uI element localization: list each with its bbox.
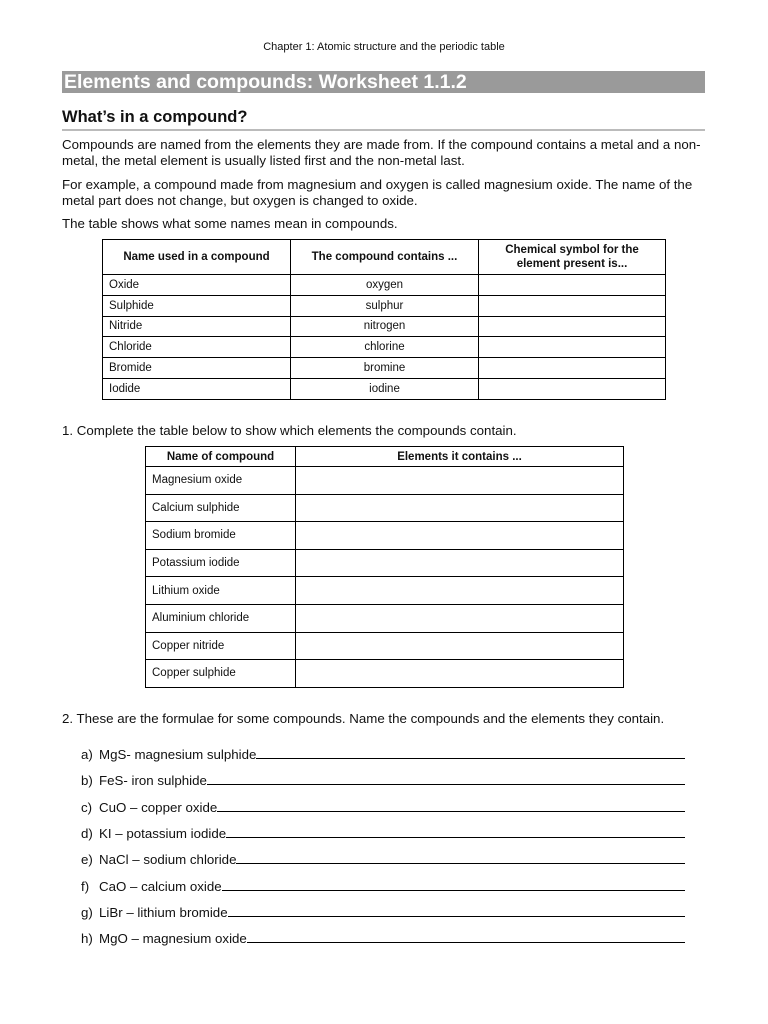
table-row — [103, 378, 666, 399]
column-header: Name used in a compound — [103, 240, 291, 275]
item-label: c) — [81, 800, 93, 815]
item-label: f) — [81, 879, 90, 894]
compound-name: Potassium iodide — [146, 549, 296, 577]
table-row — [103, 295, 666, 316]
item-text: MgS- magnesium sulphide — [99, 747, 257, 762]
column-header: Elements it contains ... — [296, 447, 624, 467]
compound-name: Aluminium chloride — [146, 604, 296, 632]
item-label: e) — [81, 852, 93, 867]
table-row — [103, 275, 666, 296]
compound-name: Magnesium oxide — [146, 467, 296, 495]
answer-cell[interactable] — [479, 295, 666, 316]
answer-cell[interactable] — [479, 378, 666, 399]
item-text: FeS- iron sulphide — [99, 773, 207, 788]
table-row — [146, 549, 624, 577]
name-meaning-table — [102, 239, 666, 400]
item-label: d) — [81, 826, 93, 841]
table-cell: sulphur — [291, 295, 479, 316]
answer-cell[interactable] — [479, 316, 666, 337]
answer-cell[interactable] — [479, 337, 666, 358]
table-header-row — [103, 240, 666, 275]
item-text: MgO – magnesium oxide — [99, 931, 247, 946]
chapter-header: Chapter 1: Atomic structure and the periodic table — [263, 41, 505, 53]
heading-divider — [62, 129, 705, 131]
table-row — [146, 467, 624, 495]
compound-name: Sodium bromide — [146, 522, 296, 550]
table-row — [146, 660, 624, 688]
answer-cell[interactable] — [479, 275, 666, 296]
question-2-item — [81, 772, 685, 788]
item-label: g) — [81, 905, 93, 920]
question-2-item — [81, 825, 685, 841]
table-row — [146, 577, 624, 605]
question-2-item — [81, 904, 685, 920]
question-2-item — [81, 851, 685, 867]
answer-line[interactable] — [222, 889, 685, 891]
item-label: a) — [81, 747, 93, 762]
table-row — [146, 632, 624, 660]
table-cell: Iodide — [103, 378, 291, 399]
table-row — [146, 494, 624, 522]
column-header: Chemical symbol for the element present is... — [479, 240, 666, 275]
answer-cell[interactable] — [296, 494, 624, 522]
table-header-row — [146, 447, 624, 467]
table-cell: iodine — [291, 378, 479, 399]
answer-line[interactable] — [226, 836, 685, 838]
compound-elements-table — [145, 446, 624, 688]
table-cell: nitrogen — [291, 316, 479, 337]
item-text: LiBr – lithium bromide — [99, 905, 228, 920]
compound-name: Copper sulphide — [146, 660, 296, 688]
question-2-item — [81, 930, 685, 946]
answer-line[interactable] — [217, 810, 685, 812]
table-row — [103, 316, 666, 337]
item-label: h) — [81, 931, 93, 946]
table-intro: The table shows what some names mean in compounds. — [62, 216, 398, 231]
question-2-item — [81, 878, 685, 894]
column-header: Name of compound — [146, 447, 296, 467]
intro-paragraph: Compounds are named from the elements they are made from. If the compound contains a metal and a non-metal, the metal element is usually listed first and the non-metal last. — [62, 137, 701, 168]
answer-cell[interactable] — [479, 358, 666, 379]
worksheet-title: Elements and compounds: Worksheet 1.1.2 — [64, 71, 467, 93]
question-1: 1. Complete the table below to show which elements the compounds contain. — [62, 423, 517, 438]
table-cell: Oxide — [103, 275, 291, 296]
compound-name: Copper nitride — [146, 632, 296, 660]
table-cell: Bromide — [103, 358, 291, 379]
item-text: CuO – copper oxide — [99, 800, 218, 815]
answer-cell[interactable] — [296, 549, 624, 577]
title-bar — [62, 71, 705, 93]
answer-cell[interactable] — [296, 660, 624, 688]
table-row — [146, 522, 624, 550]
item-text: NaCl – sodium chloride — [99, 852, 237, 867]
answer-line[interactable] — [228, 915, 685, 917]
question-2-item — [81, 746, 685, 762]
answer-cell[interactable] — [296, 632, 624, 660]
answer-cell[interactable] — [296, 604, 624, 632]
table-row — [103, 337, 666, 358]
table-cell: Nitride — [103, 316, 291, 337]
answer-line[interactable] — [247, 941, 685, 943]
compound-name: Calcium sulphide — [146, 494, 296, 522]
compound-name: Lithium oxide — [146, 577, 296, 605]
table-cell: oxygen — [291, 275, 479, 296]
table-row — [103, 358, 666, 379]
answer-cell[interactable] — [296, 577, 624, 605]
answer-line[interactable] — [207, 783, 685, 785]
table-row — [146, 604, 624, 632]
table-cell: Chloride — [103, 337, 291, 358]
item-text: CaO – calcium oxide — [99, 879, 222, 894]
section-heading: What’s in a compound? — [62, 108, 248, 126]
question-2: 2. These are the formulae for some compounds. Name the compounds and the elements they contain. — [62, 711, 665, 726]
example-paragraph: For example, a compound made from magnesium and oxygen is called magnesium oxide. The name of the metal part does not change, but oxygen is changed to oxide. — [62, 177, 693, 208]
table-cell: chlorine — [291, 337, 479, 358]
answer-cell[interactable] — [296, 467, 624, 495]
answer-line[interactable] — [256, 757, 685, 759]
item-text: KI – potassium iodide — [99, 826, 227, 841]
column-header: The compound contains ... — [291, 240, 479, 275]
answer-line[interactable] — [236, 862, 685, 864]
table-cell: Sulphide — [103, 295, 291, 316]
answer-cell[interactable] — [296, 522, 624, 550]
table-cell: bromine — [291, 358, 479, 379]
item-label: b) — [81, 773, 93, 788]
question-2-item — [81, 799, 685, 815]
